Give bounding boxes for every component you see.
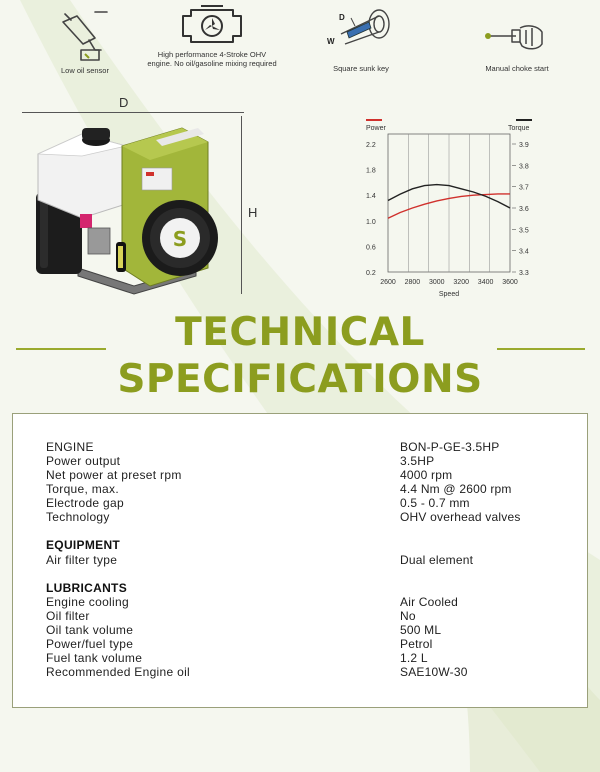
page-title-line-2: SPECIFICATIONS [117, 357, 483, 402]
spec-value: 0.5 - 0.7 mm [400, 496, 470, 510]
feature-ohv-engine [146, 4, 278, 68]
y-left-tick-label: 0.6 [366, 244, 376, 252]
spec-value: 4000 rpm [400, 468, 453, 482]
spec-key: Electrode gap [46, 496, 124, 510]
spec-key: Engine cooling [46, 595, 129, 609]
y-right-tick-label: 3.5 [519, 227, 529, 235]
spec-key: Recommended Engine oil [46, 665, 191, 679]
spec-value: BON-P-GE-3.5HP [400, 440, 500, 454]
x-axis-label: Speed [438, 291, 460, 298]
spec-value: 3.5HP [400, 454, 435, 468]
feature-label: Low oil sensor [61, 66, 109, 75]
y-right-tick-label: 3.4 [519, 248, 529, 256]
spec-key: Fuel tank volume [46, 651, 143, 665]
section-heading-equipment: EQUIPMENT [46, 538, 121, 552]
performance-chart [360, 114, 538, 310]
feature-manual-choke [452, 4, 582, 73]
y-left-tick-label: 0.2 [366, 270, 376, 277]
spec-value: No [400, 609, 416, 623]
spec-value: Petrol [400, 637, 433, 651]
y-left-tick-label: 1.8 [366, 167, 376, 175]
feature-label: High performance 4-Stroke OHV engine. No oil/gasoline mixing required [147, 50, 277, 68]
y-left-tick-label: 1.0 [366, 218, 376, 226]
feature-label: Manual choke start [485, 64, 549, 73]
y-left-tick-label: 2.2 [366, 142, 376, 149]
torque-legend-label: Torque [508, 125, 530, 132]
spec-key: Power output [46, 454, 121, 468]
dimension-h-line [241, 116, 242, 294]
spec-key: Technology [46, 510, 110, 524]
dimension-d-line [22, 112, 244, 113]
y-right-tick-label: 3.9 [519, 142, 529, 149]
feature-square-sunk-key [296, 4, 426, 73]
engine-icon [177, 4, 247, 46]
engine-image [30, 118, 236, 298]
feature-low-oil-sensor [20, 4, 150, 75]
oil-can-icon [55, 4, 115, 62]
spec-key: Net power at preset rpm [46, 468, 182, 482]
section-heading-lubricants: LUBRICANTS [46, 581, 127, 595]
shaft-d-label: D [339, 13, 345, 22]
spec-value: Air Cooled [400, 595, 459, 609]
spec-key: Torque, max. [46, 482, 119, 496]
spec-key: Oil filter [46, 609, 90, 623]
dimension-d-label: D [119, 95, 129, 110]
spec-key: Power/fuel type [46, 637, 134, 651]
spec-value: 1.2 L [400, 651, 428, 665]
hand-choke-icon [482, 4, 552, 60]
y-right-tick-label: 3.8 [519, 163, 529, 171]
spec-value: OHV overhead valves [400, 510, 521, 524]
feature-label: Square sunk key [333, 64, 389, 73]
spec-value: 500 ML [400, 623, 442, 637]
dimension-h-label: H [248, 205, 258, 220]
x-tick-label: 2800 [404, 279, 421, 286]
spec-table [12, 413, 588, 708]
spec-key: Air filter type [46, 553, 118, 567]
engine-badge-logo: S [172, 227, 188, 251]
page-title-line-1: TECHNICAL [175, 310, 425, 355]
x-tick-label: 3000 [429, 279, 445, 286]
spec-key: ENGINE [46, 440, 94, 454]
shaft-key-icon [321, 4, 401, 60]
x-tick-label: 3600 [502, 279, 518, 286]
shaft-w-label: W [327, 37, 335, 46]
y-left-tick-label: 1.4 [366, 193, 376, 201]
spec-value: SAE10W-30 [400, 665, 468, 679]
power-legend-label: Power [366, 125, 386, 132]
x-tick-label: 3400 [477, 279, 494, 286]
y-right-tick-label: 3.6 [519, 206, 529, 213]
y-right-tick-label: 3.3 [519, 270, 529, 277]
y-right-tick-label: 3.7 [519, 184, 529, 192]
spec-value: 4.4 Nm @ 2600 rpm [400, 482, 512, 496]
spec-key: Oil tank volume [46, 623, 134, 637]
spec-value: Dual element [400, 553, 474, 567]
x-tick-label: 2600 [380, 279, 396, 286]
x-tick-label: 3200 [453, 279, 469, 286]
